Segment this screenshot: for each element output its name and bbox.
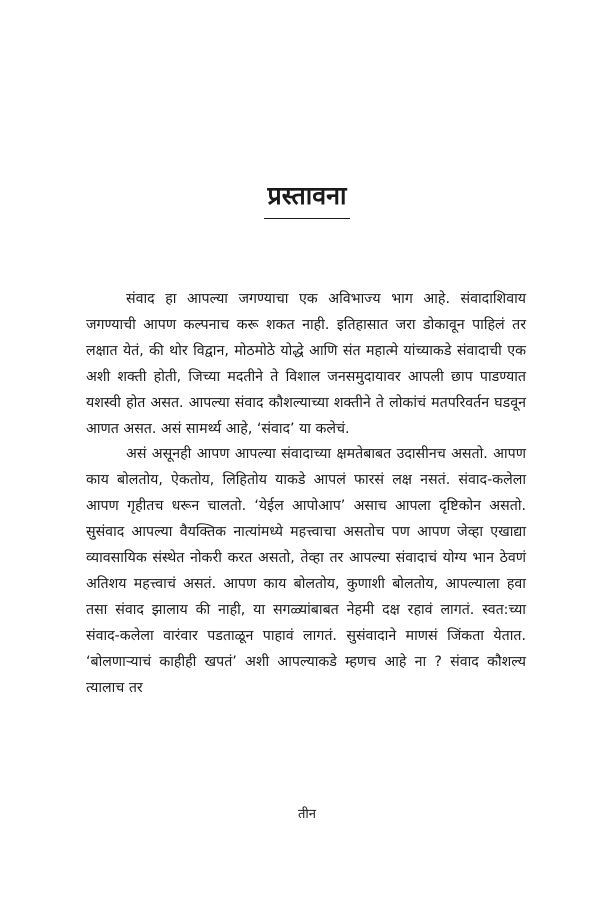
paragraph-1: संवाद हा आपल्या जगण्याचा एक अविभाज्य भाग आहे. संवादाशिवाय जगण्याची आपण कल्पनाच करू शकत नाही. इतिहासात जरा डोकावून पाहिलं तर लक्षात येतं, की थोर विद्वान, मोठमोठे योद्धे आणि संत महात्मे यांच्याकडे संवादाची एक अशी शक्ती होती, जिच्या मदतीने ते विशाल जनसमुदायावर आपली छाप पाडण्यात यशस्वी होत असत. आपल्या संवाद कौशल्याच्या शक्तीने ते लोकांचं मतपरिवर्तन घडवून आणत असत. असं सामर्थ्य आहे, ‘संवाद’ या कलेचं. (86, 291, 526, 437)
paragraph-2: असं असूनही आपण आपल्या संवादाच्या क्षमतेबाबत उदासीनच असतो. आपण काय बोलतोय, ऐकतोय, लिहितोय याकडे आपलं फारसं लक्ष नसतं. संवाद-कलेला आपण गृहीतच धरून चालतो. ‘येईल आपोआप’ असाच आपला दृष्टिकोन असतो. सुसंवाद आपल्या वैयक्तिक नात्यांमध्ये महत्त्वाचा असतोच पण आपण जेव्हा एखाद्या व्यावसायिक संस्थेत नोकरी करत असतो, तेव्हा तर आपल्या संवादाचं योग्य भान ठेवणं अतिशय महत्त्वाचं असतं. आपण काय बोलतोय, कुणाशी बोलतोय, आपल्याला हवा तसा संवाद झालाय की नाही, या सगळ्यांबाबत नेहमी दक्ष रहावं लागतं. स्वत:च्या संवाद-कलेला वारंवार पडताळून पाहावं लागतं. सुसंवादाने माणसं जिंकता येतात. ‘बोलणाऱ्याचं काहीही खपतं’ अशी आपल्याकडे म्हणच आहे ना ? संवाद कौशल्य त्यालाच तर (86, 446, 526, 696)
heading-container (0, 178, 614, 219)
body-text (86, 287, 526, 702)
page-title: प्रस्तावना (264, 178, 351, 219)
page-number: तीन (298, 807, 316, 822)
